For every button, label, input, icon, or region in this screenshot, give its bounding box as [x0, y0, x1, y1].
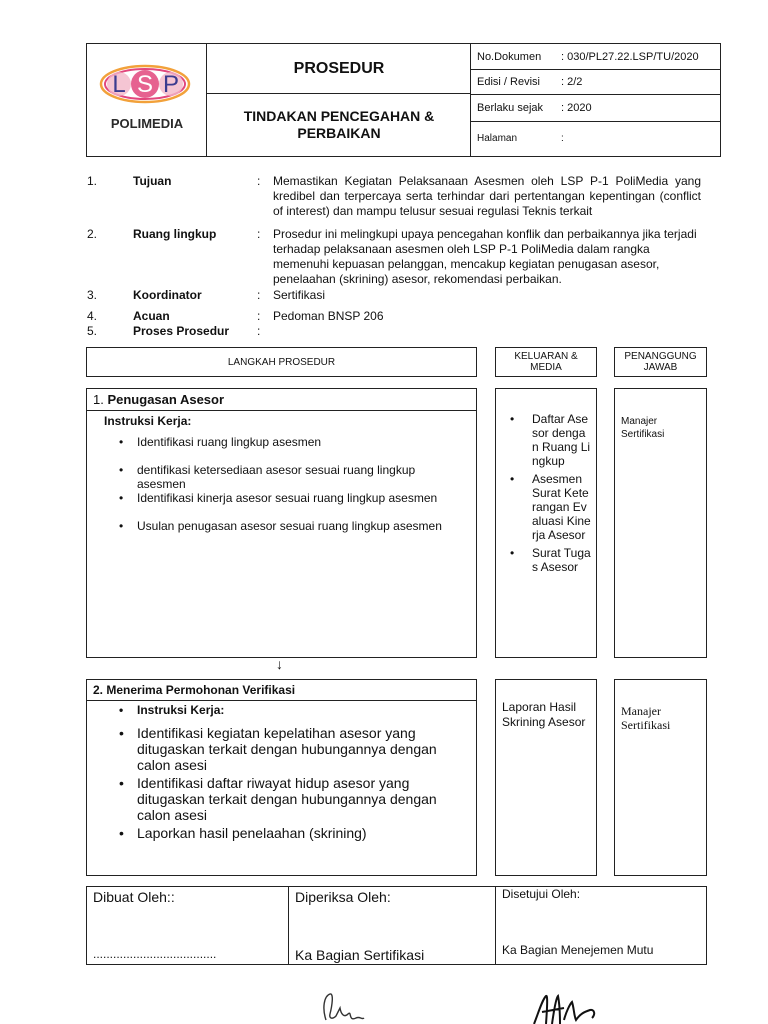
info-item-acuan — [87, 309, 707, 325]
info-item-tujuan — [87, 172, 707, 220]
section-1-title-box — [86, 388, 477, 411]
info-value: Pedoman BNSP 206 — [273, 309, 384, 323]
document-header — [86, 43, 721, 157]
logo-letter-l: L — [112, 71, 126, 98]
list-item: • Surat Tugas Asesor — [506, 546, 592, 574]
signature-approved-icon — [530, 990, 600, 1024]
list-item: • Identifikasi ruang lingkup asesmen — [115, 435, 465, 463]
section-1-body — [86, 410, 477, 658]
section-2-responsible: Manajer Sertifikasi — [621, 704, 671, 732]
list-item: • Asesmen Surat Keterangan Evaluasi Kinerja Asesor — [506, 472, 592, 542]
list-item: • Identifikasi kinerja asesor sesuai ruang lingkup asesmen — [115, 491, 465, 519]
logo-name: POLIMEDIA — [110, 116, 184, 131]
info-number: 1. — [87, 174, 98, 188]
section-1-instruction-label: Instruksi Kerja: — [104, 414, 192, 428]
list-item: • Identifikasi daftar riwayat hidup asesor yang ditugaskan terkait dengan hubungannya dengan calon asesi — [115, 775, 455, 823]
section-2-instruction-label: • Instruksi Kerja: — [115, 703, 455, 717]
info-colon: : — [257, 227, 261, 241]
signature-table — [86, 886, 707, 965]
section-1-responsible: Manajer Sertifikasi — [621, 416, 665, 440]
section-2-title: Menerima Permohonan Verifikasi — [106, 683, 296, 697]
list-item: • Laporkan hasil penelaahan (skrining) — [115, 825, 455, 841]
info-list — [87, 172, 707, 342]
meta-label: Edisi / Revisi — [477, 76, 540, 88]
info-number: 4. — [87, 309, 98, 323]
meta-value: : — [561, 133, 564, 144]
signature-cell-approved — [496, 887, 706, 964]
section-1-number: 1. — [93, 392, 104, 407]
meta-value: : 2/2 — [561, 76, 583, 88]
meta-page — [471, 122, 721, 156]
section-1-output-box — [495, 388, 597, 658]
approved-by-name: Ka Bagian Menejemen Mutu — [502, 943, 654, 957]
info-number: 2. — [87, 227, 98, 241]
info-value: Sertifikasi — [273, 288, 326, 302]
info-label: Tujuan — [133, 174, 172, 188]
info-number: 5. — [87, 324, 98, 338]
info-label: Proses Prosedur — [133, 324, 230, 338]
info-value: Memastikan Kegiatan Pelaksanaan Asesmen oleh LSP P-1 PoliMedia yang kredibel dan terpercaya serta terhindar dari pertentangan kepentingan (conflict of interest) dan mampu telusur sesuai regulasi Teknis terkait — [273, 174, 701, 218]
meta-revision — [471, 70, 721, 95]
section-1-responsible-box — [614, 388, 707, 658]
lsp-logo-icon — [99, 64, 191, 104]
signature-cell-checked — [289, 887, 496, 964]
meta-label: No.Dokumen — [477, 51, 542, 63]
meta-value: : 030/PL27.22.LSP/TU/2020 — [561, 51, 699, 63]
section-2-instruction-label-list — [115, 703, 455, 717]
meta-value: : 2020 — [561, 102, 592, 114]
section-2-title-box — [86, 679, 477, 701]
section-1-output-list — [506, 412, 592, 574]
section-2-body — [86, 700, 477, 876]
meta-doc-number — [471, 44, 721, 70]
section-2-number: 2. — [93, 683, 104, 697]
flow-arrow-icon: ↓ — [276, 656, 283, 672]
made-by-label: Dibuat Oleh:: — [93, 889, 175, 905]
info-label: Acuan — [133, 309, 170, 323]
signature-checked-icon — [318, 990, 368, 1024]
approved-by-label: Disetujui Oleh: — [502, 887, 581, 901]
checked-by-name: Ka Bagian Sertifikasi — [295, 947, 425, 963]
logo-letter-s: S — [136, 71, 154, 98]
section-2-instruction-list — [115, 725, 455, 841]
checked-by-label: Diperiksa Oleh: — [295, 889, 391, 905]
title-cell — [207, 44, 471, 156]
info-item-proses — [87, 324, 707, 340]
made-by-name: ..................................... — [93, 947, 217, 961]
section-1-title: Penugasan Asesor — [107, 392, 225, 407]
list-item: • dentifikasi ketersediaan asesor sesuai ruang lingkup asesmen — [115, 463, 465, 491]
logo-letter-p: P — [162, 71, 180, 98]
info-colon: : — [257, 288, 261, 302]
info-colon: : — [257, 174, 261, 188]
section-2-responsible-box — [614, 679, 707, 876]
info-item-koordinator — [87, 288, 707, 304]
signature-cell-made — [87, 887, 289, 964]
info-number: 3. — [87, 288, 98, 302]
meta-label: Halaman — [477, 133, 518, 144]
section-2-output-box — [495, 679, 597, 876]
list-item: • Usulan penugasan asesor sesuai ruang lingkup asesmen — [115, 519, 465, 547]
column-header-steps: LANGKAH PROSEDUR — [86, 347, 477, 377]
info-value: Prosedur ini melingkupi upaya pencegahan konflik dan perbaikannya jika terjadi terhadap pelaksanaan asesmen oleh LSP P-1 PoliMedia dalam rangka memenuhi kepuasan pelanggan, mencakup kegiatan penugasan asesor, penelaahan (skrining) asesor, rekomendasi perbaikan. — [273, 227, 697, 286]
meta-effective — [471, 95, 721, 122]
list-item: • Identifikasi kegiatan kepelatihan asesor yang ditugaskan terkait dengan hubungannya dengan calon asesi — [115, 725, 455, 773]
doc-title: TINDAKAN PENCEGAHAN & PERBAIKAN — [243, 108, 435, 141]
meta-label: Berlaku sejak — [477, 102, 544, 114]
section-2-output: Laporan Hasil Skrining Asesor — [502, 700, 586, 729]
info-colon: : — [257, 324, 261, 338]
column-header-output: KELUARAN & MEDIA — [495, 347, 597, 377]
meta-cell — [471, 44, 721, 156]
section-1-instruction-list — [115, 435, 465, 547]
info-label: Ruang lingkup — [133, 227, 217, 241]
logo-cell — [87, 44, 207, 156]
list-item: • Daftar Asesor dengan Ruang Lingkup — [506, 412, 592, 468]
info-colon: : — [257, 309, 261, 323]
column-header-responsible: PENANGGUNG JAWAB — [614, 347, 707, 377]
doc-type-title: PROSEDUR — [207, 44, 471, 94]
info-item-ruang-lingkup — [87, 227, 707, 289]
info-label: Koordinator — [133, 288, 202, 302]
